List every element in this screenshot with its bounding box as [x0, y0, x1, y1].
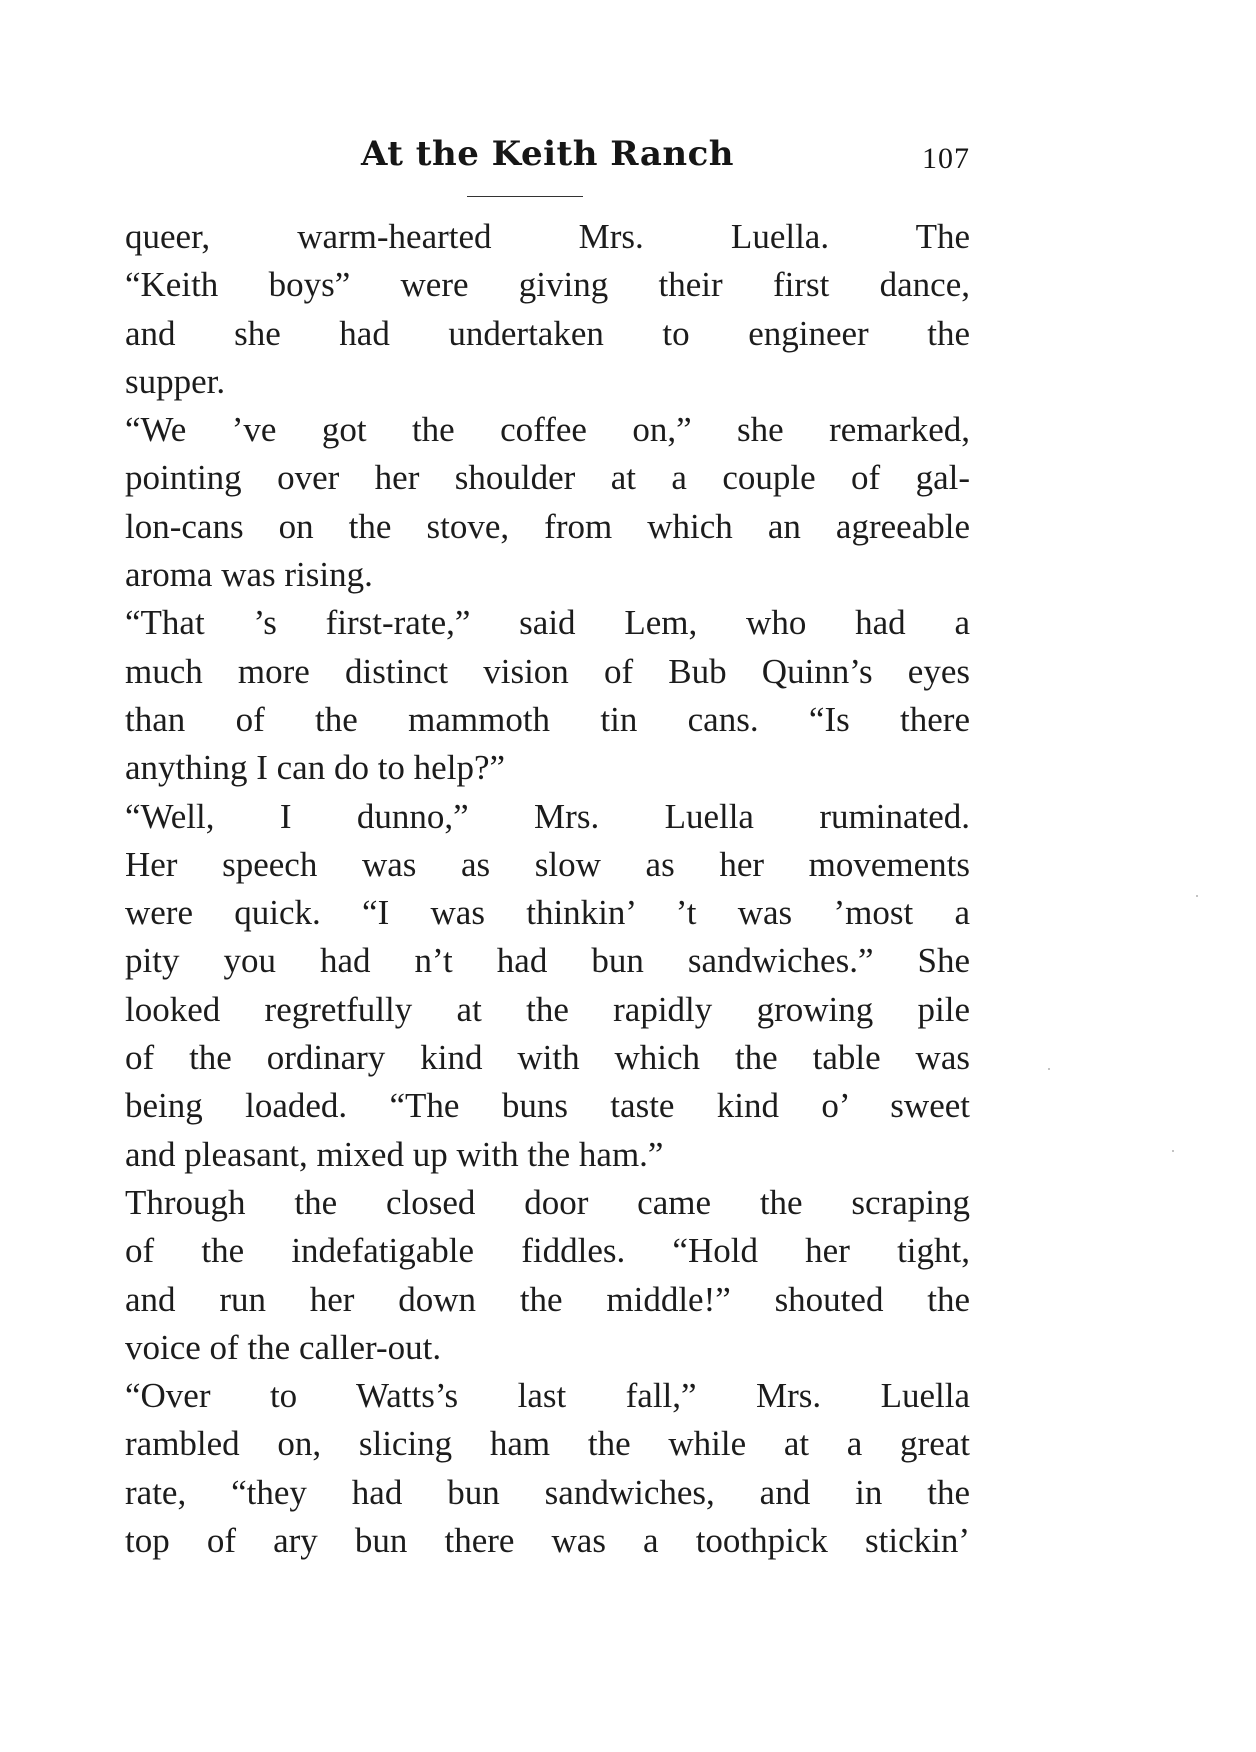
- page-number: 107: [922, 142, 970, 175]
- running-head-title: At the Keith Ranch: [360, 134, 735, 174]
- text-line: “Keith boys” were giving their first dance,: [125, 265, 970, 305]
- text-line: rate, “they had bun sandwiches, and in the: [125, 1472, 970, 1512]
- text-line: of the indefatigable fiddles. “Hold her tight,: [125, 1231, 970, 1271]
- text-line: looked regretfully at the rapidly growing pile: [125, 989, 970, 1029]
- text-line: “Over to Watts’s last fall,” Mrs. Luella: [125, 1376, 970, 1416]
- header-rule: [467, 196, 583, 197]
- paper-speck: [1048, 1068, 1050, 1070]
- text-line: queer, warm-hearted Mrs. Luella. The: [125, 217, 970, 256]
- text-line: pity you had n’t had bun sandwiches.” She: [125, 941, 970, 981]
- text-line: “That ’s first-rate,” said Lem, who had a: [125, 603, 970, 643]
- text-line: being loaded. “The buns taste kind o’ sweet: [125, 1086, 970, 1126]
- running-head: [125, 134, 970, 184]
- text-line: and run her down the middle!” shouted the: [125, 1279, 970, 1319]
- text-line: Through the closed door came the scraping: [125, 1182, 970, 1222]
- text-line: pointing over her shoulder at a couple of gal-: [125, 458, 970, 498]
- text-line: “Well, I dunno,” Mrs. Luella ruminated.: [125, 796, 970, 836]
- text-line: aroma was rising.: [125, 555, 373, 595]
- text-line: supper.: [125, 361, 226, 401]
- text-line: rambled on, slicing ham the while at a great: [125, 1424, 970, 1464]
- text-line: voice of the caller-out.: [125, 1327, 442, 1367]
- text-line: than of the mammoth tin cans. “Is there: [125, 699, 970, 739]
- body-text: [125, 213, 970, 1565]
- text-line: top of ary bun there was a toothpick stickin’: [125, 1521, 970, 1561]
- text-line: anything I can do to help?”: [125, 748, 506, 788]
- text-line: lon-cans on the stove, from which an agreeable: [125, 506, 970, 546]
- paper-speck: [1172, 1150, 1174, 1152]
- text-line: “We ’ve got the coffee on,” she remarked,: [125, 410, 970, 450]
- text-line: Her speech was as slow as her movements: [125, 844, 970, 884]
- text-line: were quick. “I was thinkin’ ’t was ’most a: [125, 893, 970, 933]
- text-line: of the ordinary kind with which the table was: [125, 1038, 970, 1078]
- text-line: much more distinct vision of Bub Quinn’s eyes: [125, 651, 970, 691]
- paper-speck: [1196, 895, 1198, 897]
- text-line: and pleasant, mixed up with the ham.”: [125, 1134, 664, 1174]
- text-line: and she had undertaken to engineer the: [125, 313, 970, 353]
